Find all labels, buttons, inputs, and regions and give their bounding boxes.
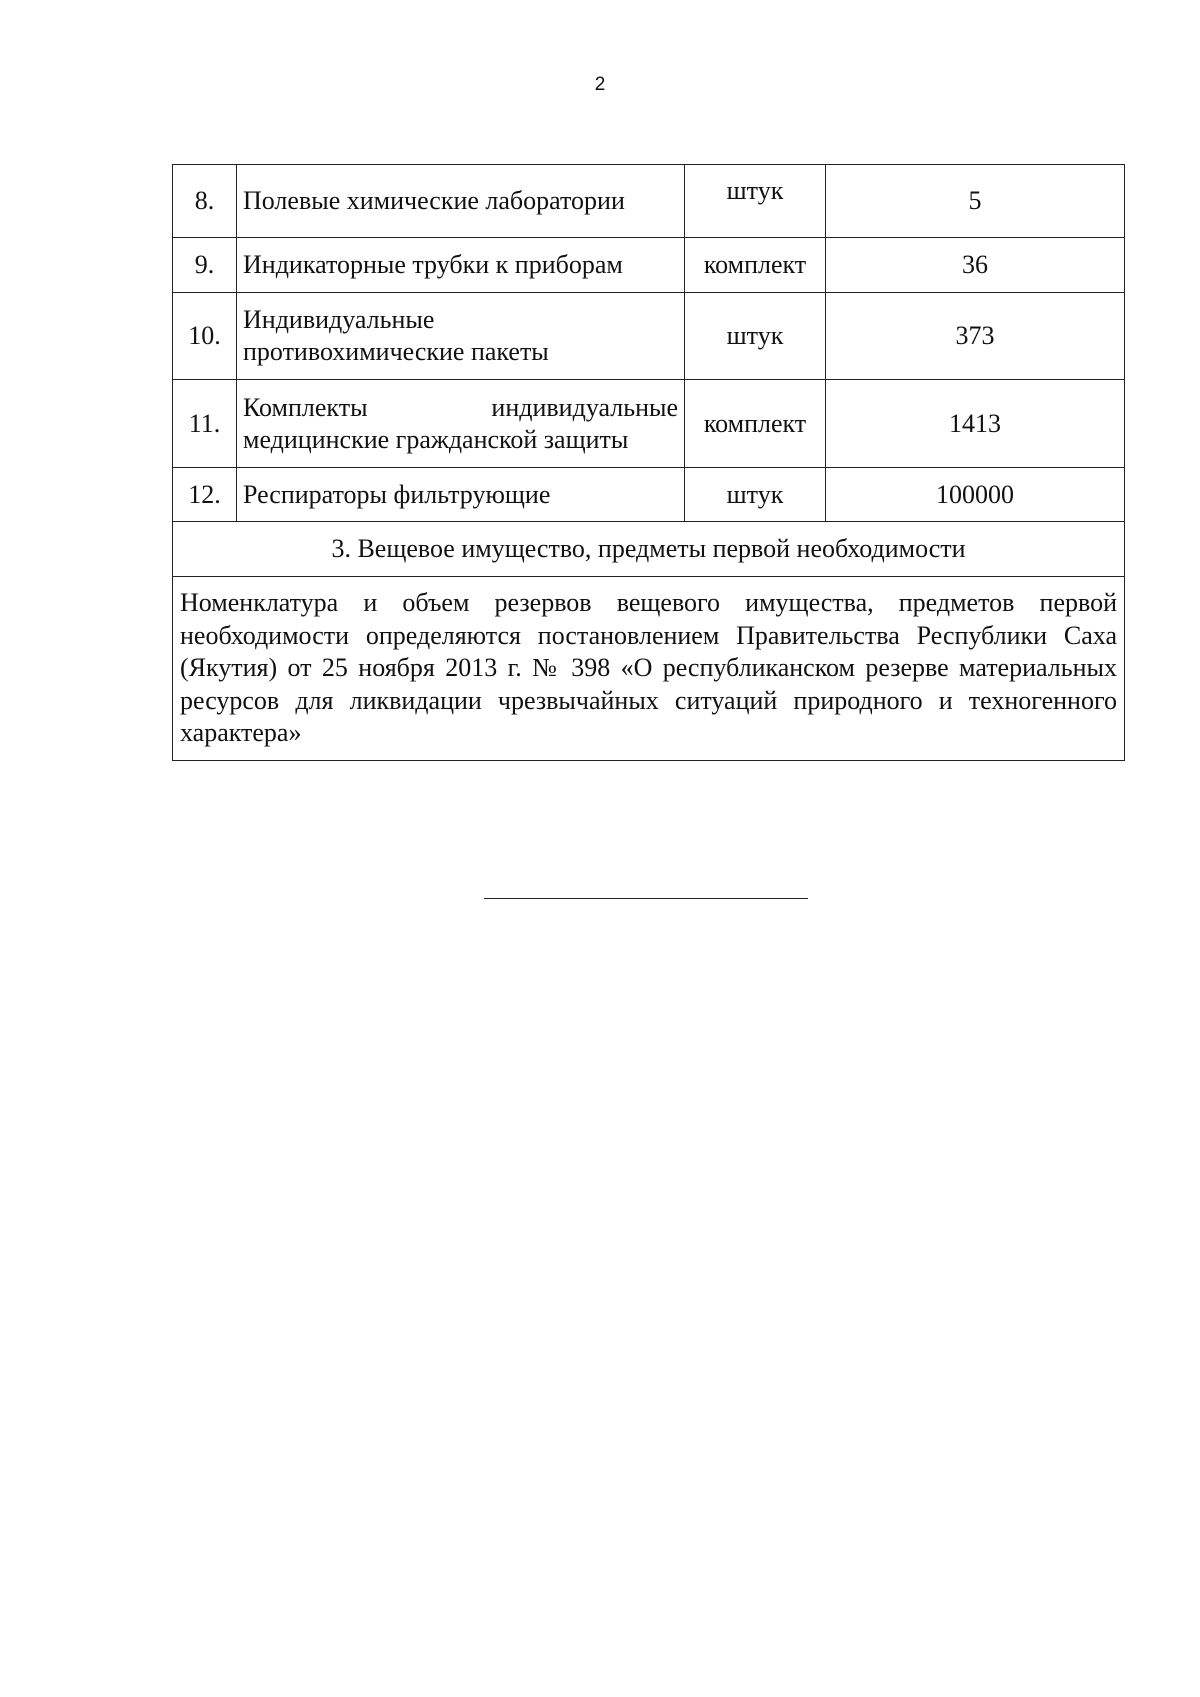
item-unit: штук bbox=[685, 468, 826, 522]
row-number: 12. bbox=[173, 468, 237, 522]
item-quantity: 100000 bbox=[826, 468, 1125, 522]
section-note: Номенклатура и объем резервов вещевого имущества, предметов первой необходимости определяются постановлением Правительства Республики Саха (Якутия) от 25 ноября 2013 г. № 398 «О республиканском резерве материальных ресурсов для ликвидации чрезвычайных ситуаций природного и техногенного характера» bbox=[173, 577, 1125, 761]
item-quantity: 36 bbox=[826, 238, 1125, 293]
item-name-line: медицинские гражданской защиты bbox=[243, 424, 629, 454]
table-row bbox=[173, 380, 1125, 468]
item-unit: штук bbox=[685, 293, 826, 380]
note-row bbox=[173, 577, 1125, 761]
item-quantity: 5 bbox=[826, 165, 1125, 238]
item-name: Индикаторные трубки к приборам bbox=[237, 238, 685, 293]
section-title: 3. Вещевое имущество, предметы первой необходимости bbox=[173, 522, 1125, 577]
table-row bbox=[173, 293, 1125, 380]
table-row bbox=[173, 165, 1125, 238]
page-number: 2 bbox=[594, 74, 606, 95]
item-name-line: противохимические пакеты bbox=[243, 337, 549, 366]
section-header-row bbox=[173, 522, 1125, 577]
row-number: 11. bbox=[173, 380, 237, 468]
resources-table bbox=[172, 164, 1125, 761]
item-name-line: Комплекты индивидуальные bbox=[243, 392, 678, 422]
row-number: 9. bbox=[173, 238, 237, 293]
item-quantity: 1413 bbox=[826, 380, 1125, 468]
item-unit: комплект bbox=[685, 238, 826, 293]
table-row bbox=[173, 238, 1125, 293]
closing-line bbox=[484, 898, 808, 899]
table-row bbox=[173, 468, 1125, 522]
item-name bbox=[237, 380, 685, 468]
item-name: Респираторы фильтрующие bbox=[237, 468, 685, 522]
item-name-line: Индивидуальные bbox=[243, 305, 435, 334]
item-quantity: 373 bbox=[826, 293, 1125, 380]
row-number: 8. bbox=[173, 165, 237, 238]
row-number: 10. bbox=[173, 293, 237, 380]
item-unit: штук bbox=[685, 165, 826, 238]
item-unit: комплект bbox=[685, 380, 826, 468]
item-name: Полевые химические лаборатории bbox=[237, 165, 685, 238]
item-name bbox=[237, 293, 685, 380]
